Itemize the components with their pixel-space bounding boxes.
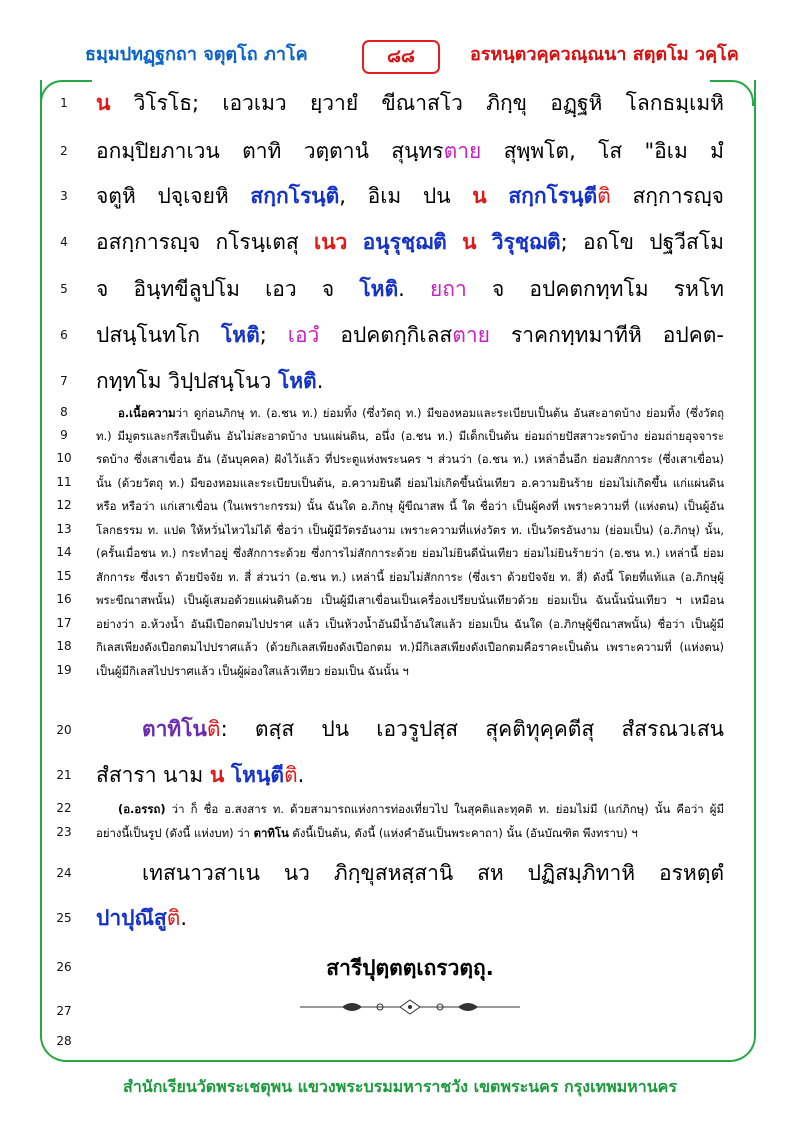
line-number: 8 (60, 405, 68, 419)
line-number: 24 (56, 866, 72, 880)
header-book-title: ธมฺมปทฏฺฐกถา จตุตฺโถ ภาโค (85, 44, 308, 65)
line-number: 6 (60, 328, 68, 342)
pali-verb: อนุรุชฺฌติ (362, 230, 447, 254)
pali-word: ยถา (429, 277, 467, 301)
line-number: 27 (56, 1004, 72, 1018)
line-number: 13 (56, 522, 72, 536)
pali-text: . (180, 906, 188, 930)
pali-word: น (209, 763, 225, 787)
thai-line-22 (118, 800, 724, 818)
pali-line-21 (96, 760, 724, 790)
line-number: 21 (56, 768, 72, 782)
pali-line-7 (96, 366, 724, 396)
pali-text: . (297, 763, 305, 787)
pali-verb: โหนฺตี (230, 763, 285, 787)
thai-text: ว่า ก็ ชื่อ อ.สงสาร ท. ด้วยสามารถแห่งการท่องเที่ยวไป ในสุคติและทุคติ ท. ย่อมไม่มี (แก่ภิกษุ) นั้น คือว่า ผู้มี (165, 802, 724, 816)
pali-text: สกฺการญฺจ (610, 184, 724, 208)
pali-text: อสกฺการญฺจ กโรนฺเตสุ (96, 230, 315, 254)
line-number: 2 (60, 144, 68, 158)
pali-iti: ติ (166, 906, 181, 930)
pali-text: ; (259, 323, 288, 347)
line-number: 18 (56, 639, 72, 653)
pali-text: จตูหิ ปจฺเจยหิ (96, 184, 251, 208)
line-number: 11 (56, 475, 72, 489)
pali-suffix: ตาย (452, 323, 490, 347)
translation-label: (อ.อรรถ) (118, 802, 166, 816)
pali-word: เอวํ (287, 323, 320, 347)
line-number: 22 (56, 801, 72, 815)
line-number: 15 (56, 569, 72, 583)
header-chapter-title: อรหนฺตวคฺควณฺณนา สตฺตโม วคฺโค (470, 44, 739, 65)
pali-text: ปสนฺโนทโก (96, 323, 221, 347)
thai-line-19: เป็นผู้มีกิเลสไปปราศแล้ว เป็นผู้ผ่องใสแล้วเทียว ย่อมเป็น ฉันนั้น ฯ (96, 664, 409, 678)
pali-text: สุพฺพโต, โส "อิเม มํ (481, 139, 725, 163)
line-number: 7 (60, 374, 68, 388)
thai-line-8 (118, 404, 724, 422)
pali-word: เนว (314, 230, 348, 254)
thai-line-16: พระขีณาสพนั้น) เป็นผู้เสมอด้วยแผ่นดินด้วย เป็นผู้มีเสาเขื่อนเป็นเครื่องเปรียบนั่นเทียวด้วย ย่อมเป็น ฉันนั้นนั่นเทียว ฯ เหมือน (96, 593, 724, 607)
pali-iti: ติ (284, 763, 298, 787)
translation-label: อ.เนื้อความ (118, 406, 176, 420)
pali-text: ; อถโข ปฐวีสโม (560, 230, 724, 254)
pali-text: กทฺทโม วิปฺปสนฺโนว (96, 369, 278, 393)
pali-keyword: ตาทิโน (142, 717, 207, 741)
thai-line-13: โลกธรรม ท. แปด ให้หวั่นไหวไม่ได้ ชื่อว่า เป็นผู้มีวัตรอันงาม เพราะความที่แห่งวัตร ท. เป็นวัตรอันงาม (ย่อมเป็น) (อ.ภิกษุ) นั้น, (96, 523, 724, 537)
pali-verb: โหติ (220, 323, 260, 347)
pali-iti: ติ (206, 717, 221, 741)
page-number-badge: ๘๘ (362, 40, 440, 74)
pali-text: อกมฺปิยภาเวน ตาทิ วตฺตานํ สุนฺทร (96, 139, 444, 163)
pali-line-20 (142, 714, 724, 744)
thai-line-23 (96, 824, 724, 842)
pali-line-2 (96, 136, 724, 166)
thai-line-17: อย่างว่า อ.ห้วงน้ำ อันมีเปือกตมไปปราศ แล้ว เป็นห้วงน้ำอันมีน้ำอันใสแล้ว ย่อมเป็น ฉันใด (อ.ภิกษุผู้ขีณาสพนั้น) ชื่อว่า เป็นผู้มี (96, 617, 724, 631)
thai-line-11: นั้น (ด้วยวัตถุ ท.) มีของหอมและระเบียบเป็นต้น, อ.ความยินดี ย่อมไม่เกิดขึ้นนั่นเทียว อ.ความยินร้าย ย่อมไม่เกิดขึ้น แก่แผ่นดิน (96, 476, 724, 490)
line-number: 12 (56, 498, 72, 512)
pali-word: น (472, 184, 487, 208)
pali-verb: วิรุชฺฌติ (491, 230, 561, 254)
pali-verb: สกฺกโรนฺตี (508, 184, 598, 208)
line-number: 4 (60, 235, 68, 249)
line-number: 5 (60, 282, 68, 296)
thai-line-12: หรือ หรือว่า แก่เสาเขื่อน (ในเพราะกรรม) นั้น ฉันใด อ.ภิกษุ ผู้ขีณาสพ นี้ ใด ชื่อว่า เป็นผู้คงที่ เพราะความที่ (แห่งตน) เป็นผู้อัน (96, 499, 724, 513)
pali-word: น (96, 91, 111, 115)
pali-verb: ปาปุณึสู (96, 906, 167, 930)
pali-text: : ตสฺส ปน เอวรูปสฺส สุคติทุคฺคตีสุ สํสรณวเสน (220, 717, 724, 741)
pali-space (447, 230, 462, 254)
pali-verb: สกฺกโรนฺติ (250, 184, 340, 208)
pali-verb: โหติ (277, 369, 317, 393)
thai-line-9: ท.) มีมูตรและกรีสเป็นต้น อันไม่สะอาดบ้าง บนแผ่นดิน, อนึ่ง (อ.ชน ท.) มีเด็กเป็นต้น ย่อมถ่ายปัสสาวะรดบ้าง ย่อมถ่ายอุจจาระ (96, 429, 724, 443)
pali-line-1 (96, 88, 724, 118)
pali-verb: โหติ (359, 277, 399, 301)
pali-line-6 (96, 320, 724, 350)
line-number: 19 (56, 663, 72, 677)
pali-suffix: ตาย (443, 139, 482, 163)
thai-line-14: (ครั้นเมื่อชน ท.) กระทำอยู่ ซึ่งสักการะด้วย ซึ่งการไม่สักการะด้วย ย่อมไม่ยินดีนั่นเทียว ย่อมไม่ยินร้ายว่า (อ.ชน ท.) เหล่านี้ ย่อม (96, 546, 724, 560)
line-number: 20 (56, 723, 72, 737)
thai-text: อย่างนี้เป็นรูป (ดังนี้ แห่งบท) ว่า (96, 826, 254, 840)
pali-space (347, 230, 362, 254)
pali-line-4 (96, 227, 724, 257)
story-title: สารีปุตฺตตฺเถรวตฺถุ. (326, 956, 494, 980)
thai-line-18: กิเลสเพียงดังเปือกตมไปปราศแล้ว (ด้วยกิเลสเพียงดังเปือกตม ท.)มีกิเลสเพียงดังเปือกตมคือราคะเป็นต้น เพราะความที่ (แห่งตน) (96, 640, 724, 654)
pali-text: . (316, 369, 324, 393)
pali-text: . (398, 277, 430, 301)
thai-text: ว่า ดูก่อนภิกษุ ท. (อ.ชน ท.) ย่อมทิ้ง (ซึ่งวัตถุ ท.) มีของหอมและระเบียบเป็นต้น อันสะอาดบ้าง ย่อมทิ้ง (ซึ่งวัตถุ (175, 406, 724, 420)
footer-address: สำนักเรียนวัดพระเชตุพน แขวงพระบรมมหาราชวัง เขตพระนคร กรุงเทพมหานคร (123, 1077, 677, 1096)
line-number: 17 (56, 616, 72, 630)
pali-text: จ อินฺทขีลูปโม เอว จ (96, 277, 360, 301)
pali-line-3 (96, 181, 724, 211)
thai-line-10: รดบ้าง ซึ่งเสาเขื่อน อัน (อันบุคคล) ฝังไว้แล้ว ที่ประตูแห่งพระนคร ฯ ส่วนว่า (อ.ชน ท.) เหล่าอื่นอีก ย่อมสักการะ (ซึ่งเสาเขื่อน) (96, 452, 724, 466)
line-number: 10 (56, 451, 72, 465)
line-number: 3 (60, 189, 68, 203)
pali-text: วิโรโธ; เอวเมว ยฺวายํ ขีณาสโว ภิกฺขุ อฏฺฐหิ โลกธมฺเมหิ (110, 91, 724, 115)
pali-line-5 (96, 274, 724, 304)
line-number: 26 (56, 960, 72, 974)
thai-line-15: สักการะ ซึ่งเรา ด้วยปัจจัย ท. สี่ ส่วนว่า (อ.ชน ท.) เหล่านี้ ย่อมไม่สักการะ (ซึ่งเรา ด้วยปัจจัย ท. สี่) ดังนี้ โดยที่แท้แล (อ.ภิกษุผู้ (96, 570, 724, 584)
pali-space (224, 763, 231, 787)
pali-iti: ติ (597, 184, 611, 208)
pali-text: อปคตกฺกิเลส (319, 323, 453, 347)
pali-text: , อิเม ปน (339, 184, 473, 208)
pali-word: น (462, 230, 477, 254)
line-number: 14 (56, 545, 72, 559)
line-number: 25 (56, 911, 72, 925)
line-number: 28 (56, 1034, 72, 1048)
line-number: 1 (60, 96, 68, 110)
pali-text: ราคกทฺทมาทีหิ อปคต- (489, 323, 724, 347)
line-number: 16 (56, 592, 72, 606)
pali-line-25 (96, 903, 724, 933)
thai-text: ดังนี้เป็นต้น, ดังนี้ (แห่งคำอันเป็นพระคาถา) นั้น (อันบัณฑิต พึงทราบ) ฯ (288, 826, 638, 840)
pali-space (476, 230, 491, 254)
pali-line-24: เทสนาวสาเน นว ภิกฺขุสหสฺสานิ สห ปฏิสมฺภิทาหิ อรหตฺตํ (142, 861, 724, 885)
pali-space (487, 184, 509, 208)
line-number: 23 (56, 825, 72, 839)
pali-text: จ อปคตกทฺทโม รหโท (466, 277, 724, 301)
ornamental-divider-icon (300, 997, 520, 1017)
line-number: 9 (60, 428, 68, 442)
pali-text: สํสารา นาม (96, 763, 210, 787)
thai-keyword: ตาทิโน (253, 826, 289, 840)
